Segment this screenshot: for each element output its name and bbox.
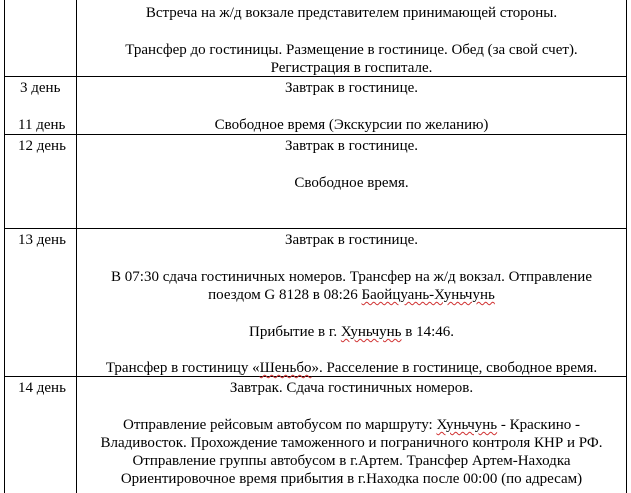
day-label: 3 день [20, 80, 61, 96]
text-segment: - Краскино - [497, 417, 581, 433]
activity-line: Ориентировочное время прибытия в г.Находка после 00:00 (по адресам) [120, 471, 583, 487]
text-segment: Трансфер в гостиницу « [105, 360, 260, 376]
activity-line [77, 323, 626, 341]
activity-line: Встреча на ж/д вокзале представителем принимающей стороны. [145, 5, 558, 21]
text-segment: ». Расселение в гостинице, свободное время. [311, 360, 598, 376]
activity-line: Владивосток. Прохождение таможенного и пограничного контроля КНР и РФ. [100, 435, 603, 451]
activity-line: Завтрак в гостинице. [284, 80, 419, 96]
table-border-right [626, 0, 627, 493]
activity-line: Свободное время (Экскурсии по желанию) [214, 117, 489, 133]
text-segment: Отправление рейсовым автобусом по маршруту: [122, 417, 437, 433]
activity-line [77, 359, 626, 377]
activity-line: Завтрак. Сдача гостиничных номеров. [229, 380, 474, 396]
day-label: 11 день [18, 117, 66, 133]
spellcheck-marked-word: Хуньчунь [340, 324, 402, 340]
activity-line: Трансфер до гостиницы. Размещение в гостинице. Обед (за свой счет). [125, 42, 578, 58]
activity-line: Свободное время. [294, 175, 409, 191]
text-segment: Прибытие в г. [248, 324, 341, 340]
spellcheck-marked-word: Хуньчунь [436, 417, 498, 433]
activity-line: Регистрация в госпитале. [270, 60, 433, 76]
table-border-left [4, 0, 5, 493]
day-label: 12 день [18, 138, 66, 154]
row-divider [4, 134, 627, 135]
activity-line: В 07:30 сдача гостиничных номеров. Трансфер на ж/д вокзал. Отправление [111, 269, 592, 285]
day-label: 13 день [18, 232, 66, 248]
text-segment: в 14:46. [401, 324, 454, 340]
row-divider [4, 228, 627, 229]
activity-line: Завтрак в гостинице. [284, 232, 419, 248]
day-label: 14 день [18, 380, 66, 396]
text-segment: поездом G 8128 в 08:26 [208, 287, 362, 303]
activity-line: Отправление группы автобусом в г.Артем. Трансфер Артем-Находка [132, 453, 571, 469]
spellcheck-marked-word: Шеньбо [259, 360, 312, 376]
activity-line: Завтрак в гостинице. [284, 138, 419, 154]
spellcheck-marked-word: Баойцуань-Хуньчунь [361, 287, 495, 303]
activity-line [77, 286, 626, 304]
activity-line [77, 416, 626, 434]
